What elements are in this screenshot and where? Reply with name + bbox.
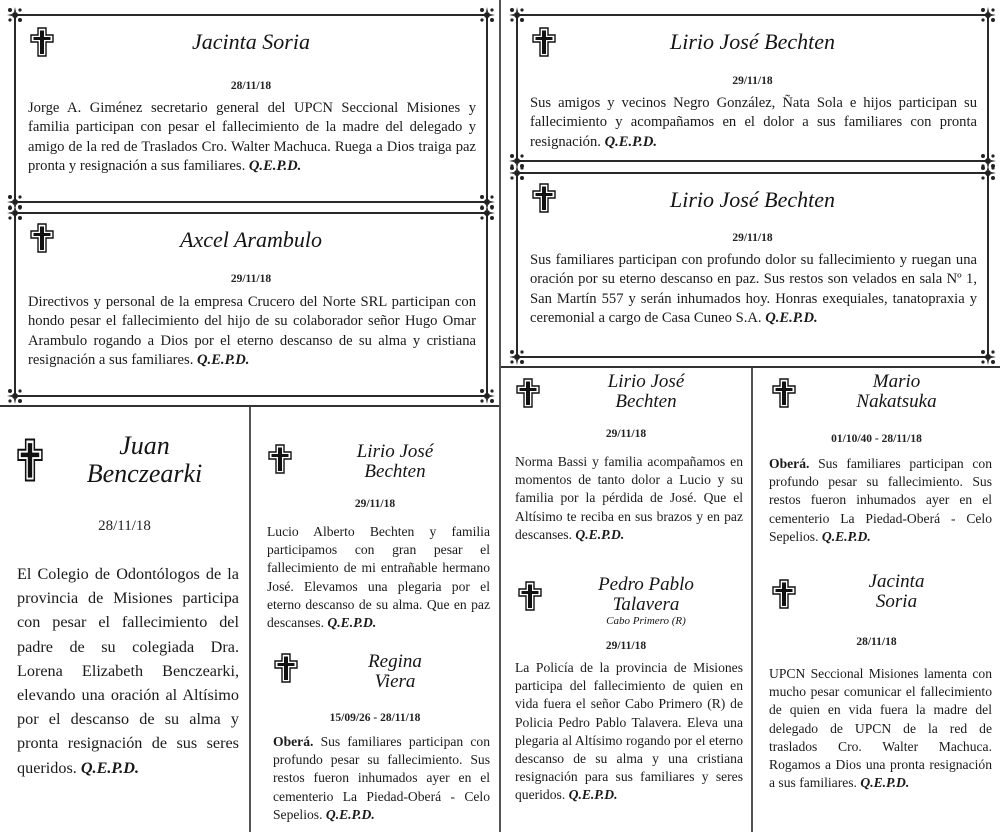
notice-text: Lucio Alberto Bechten y familia participamos con gran pesar el fallecimiento de mi entrañable hermano José. Elevamos una plegaria por el eterno descanso de su alma. Que en paz descanses. Q.E.P.D.	[267, 524, 490, 631]
notice-text: El Colegio de Odontólogos de la provincia de Misiones participa con pesar el fallecimiento del padre de su colegiada Dra. Lorena Elizabeth Benczearki, elevando una oración al Altísimo por el descanso de su alma y pronta resignación de sus seres queridos. Q.E.P.D.	[17, 565, 239, 777]
notice-lirio-jose-bechten-amigos-framed	[516, 14, 989, 162]
cross-icon	[516, 378, 540, 408]
notice-date: 29/11/18	[732, 232, 773, 244]
deceased-name: Lirio José Bechten	[670, 187, 835, 212]
notice-lirio-jose-bechten-norma-bassi	[501, 367, 751, 562]
deceased-name: Juan Benczearki	[86, 431, 203, 488]
notice-lirio-jose-bechten-familiares-framed	[516, 172, 989, 358]
qepd-closing: Q.E.P.D.	[197, 352, 250, 369]
notice-regina-viera	[251, 640, 499, 832]
notice-pedro-pablo-talavera	[501, 565, 751, 832]
floral-corner-icon	[479, 388, 495, 404]
floral-corner-icon	[479, 205, 495, 221]
deceased-name: Lirio José Bechten	[670, 29, 835, 54]
qepd-closing: Q.E.P.D.	[327, 615, 377, 631]
floral-corner-icon	[509, 165, 525, 181]
deceased-name: Jacinta Soria	[868, 571, 925, 612]
notice-text: Norma Bassi y familia acompañamos en momentos de tanto dolor a Lucio y su familia por la pérdida de José. Que el Altísimo te reciba en sus brazos y en paz descanses. Q.E.P.D.	[515, 454, 743, 542]
notice-date: 28/11/18	[230, 80, 272, 92]
floral-corner-icon	[7, 7, 23, 23]
notice-date: 28/11/18	[856, 636, 897, 648]
notice-text: La Policía de la provincia de Misiones participa del fallecimiento de quien en vida fuera el señor Cabo Primero (R) de Policia Pedro Pablo Talavera. Eleva una plegaria al Altísimo rogando por el eterno descanso de su alma y una cristiana resignación para sus familiares y seres queridos. Q.E.P.D.	[515, 660, 743, 803]
notice-location: Oberá.	[273, 734, 314, 749]
notice-date: 29/11/18	[230, 273, 272, 285]
notice-location: Oberá.	[769, 456, 810, 471]
floral-corner-icon	[980, 7, 996, 23]
qepd-closing: Q.E.P.D.	[860, 775, 910, 791]
cross-icon	[268, 444, 292, 474]
deceased-rank: Cabo Primero (R)	[606, 615, 686, 627]
qepd-closing: Q.E.P.D.	[765, 310, 818, 327]
qepd-closing: Q.E.P.D.	[568, 787, 618, 803]
floral-corner-icon	[980, 165, 996, 181]
notice-text: Directivos y personal de la empresa Crucero del Norte SRL participan con hondo pesar el fallecimiento del hijo de su colaborador señor Hugo Omar Arambulo rogando a Dios por el eterno descanso de su alma y cristiana resignación a sus familiares. Q.E.P.D.	[28, 294, 476, 369]
floral-corner-icon	[7, 388, 23, 404]
qepd-closing: Q.E.P.D.	[325, 806, 375, 822]
notice-mario-nakatsuka	[753, 367, 1000, 562]
floral-corner-icon	[479, 7, 495, 23]
notice-date: 28/11/18	[98, 518, 151, 534]
qepd-closing: Q.E.P.D.	[80, 758, 140, 777]
floral-corner-icon	[509, 349, 525, 365]
qepd-closing: Q.E.P.D.	[821, 528, 871, 544]
deceased-name: Axcel Arambulo	[180, 227, 322, 252]
notice-juan-benczearki	[0, 406, 249, 832]
notice-text: Oberá. Sus familiares participan con profundo pesar su fallecimiento. Sus restos fueron inhumados ayer en el cementerio La Piedad-Oberá - Celo Sepelios. Q.E.P.D.	[769, 456, 992, 544]
deceased-name: Mario Nakatsuka	[856, 371, 937, 412]
qepd-closing: Q.E.P.D.	[604, 133, 658, 150]
qepd-closing: Q.E.P.D.	[575, 526, 625, 542]
notice-date: 01/10/40 - 28/11/18	[831, 433, 922, 445]
notice-date: 29/11/18	[732, 75, 773, 87]
deceased-name: Lirio José Bechten	[607, 371, 685, 412]
notice-jacinta-soria-upcn	[753, 562, 1000, 832]
deceased-name: Regina Viera	[368, 651, 422, 692]
notice-axcel-arambulo-framed	[14, 212, 488, 397]
floral-corner-icon	[509, 7, 525, 23]
notice-text: UPCN Seccional Misiones lamenta con mucho pesar comunicar el fallecimiento de quien en vida fuera la madre del delegado de UPCN de la red de traslados Cro. Walter Machuca. Rogamos a Dios una pronta resignación a sus familiares. Q.E.P.D.	[769, 666, 992, 791]
floral-corner-icon	[980, 349, 996, 365]
notice-text: Jorge A. Giménez secretario general del UPCN Seccional Misiones y familia participan con pesar el fallecimiento de la madre del delegado y amigo de la red de Traslados Cro. Walter Machuca. Ruega a Dios traiga paz pronta y resignación a sus familiares. Q.E.P.D.	[28, 100, 476, 175]
notice-text: Oberá. Sus familiares participan con profundo pesar su fallecimiento. Sus restos fueron inhumados ayer en el cementerio La Piedad-Oberá - Celo Sepelios. Q.E.P.D.	[273, 734, 490, 822]
notice-lirio-jose-bechten-lucio	[251, 406, 499, 640]
deceased-name: Lirio José Bechten	[356, 441, 434, 482]
deceased-name: Jacinta Soria	[192, 29, 310, 54]
notice-date: 29/11/18	[605, 640, 647, 652]
notice-date: 29/11/18	[605, 428, 647, 440]
notice-jacinta-soria-framed	[14, 14, 488, 203]
notice-date: 29/11/18	[354, 498, 396, 510]
deceased-name: Pedro Pablo Talavera Cabo Primero (R)	[541, 575, 751, 628]
qepd-closing: Q.E.P.D.	[248, 158, 302, 175]
notice-text: Sus familiares participan con profundo dolor su fallecimiento y ruegan una oración por su eterno descanso en paz. Sus restos son velados en sala Nº 1, San Martín 557 y serán inhumados hoy. Honras exequiales, tanatopraxia y ceremonial a cargo de Casa Cuneo S.A. Q.E.P.D.	[530, 252, 977, 327]
cross-icon	[518, 581, 542, 611]
floral-corner-icon	[7, 205, 23, 221]
notice-date: 15/09/26 - 28/11/18	[329, 712, 421, 724]
notice-text: Sus amigos y vecinos Negro González, Ñata Sola e hijos participan su fallecimiento y acompañamos en el dolor a sus familiares con pronta resignación. Q.E.P.D.	[530, 95, 977, 150]
